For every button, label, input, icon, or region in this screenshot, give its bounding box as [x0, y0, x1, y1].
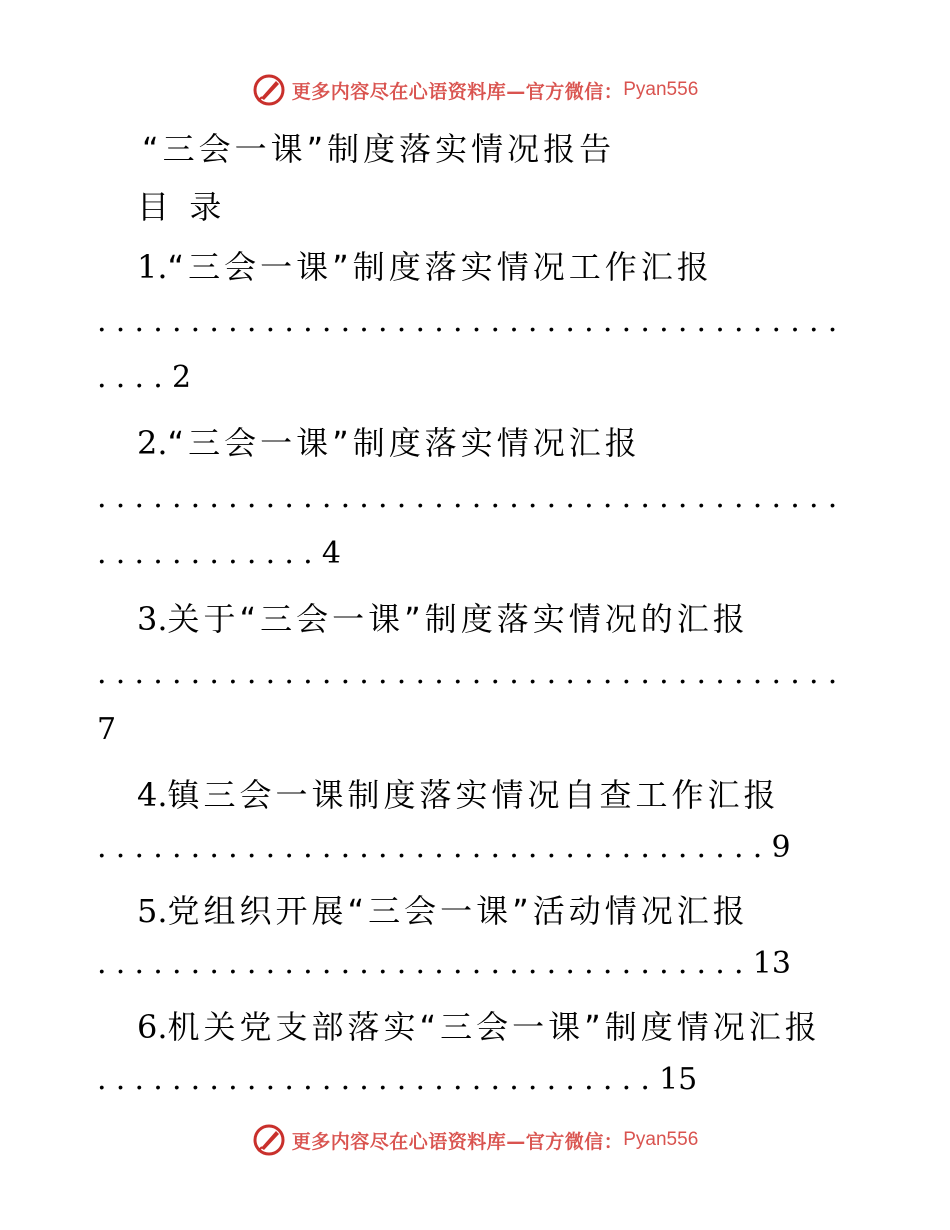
toc-entry-text: “三会一课”制度落实情况工作汇报: [167, 248, 713, 286]
toc-entry-number: 6.: [137, 1008, 168, 1046]
dot-leader: ....................................: [97, 830, 772, 865]
toc-entry-1-page[interactable]: 2: [171, 360, 192, 395]
dot-leader: ............: [97, 536, 322, 571]
document-title: “三会一课”制度落实情况报告: [142, 130, 616, 168]
footer-watermark-banner: [0, 1120, 950, 1160]
dot-leader: ........................................: [97, 480, 847, 515]
toc-entry-6-page[interactable]: 15: [659, 1062, 698, 1097]
toc-entry-number: 2.: [137, 424, 168, 462]
toc-entry-1-page-line: [97, 360, 191, 395]
toc-entry-number: 1.: [137, 248, 168, 286]
toc-entry-5-page-line: [97, 946, 791, 981]
toc-entry-number: 5.: [137, 892, 168, 930]
dot-leader: ........................................: [97, 656, 847, 691]
dot-leader: ...................................: [97, 946, 753, 981]
toc-entry-number: 4.: [137, 776, 168, 814]
toc-heading: 目 录: [137, 188, 222, 226]
toc-entry-2-page[interactable]: 4: [321, 536, 341, 571]
quill-logo-icon: [252, 73, 286, 107]
quill-logo-icon: [252, 1123, 286, 1157]
toc-entry-3-page[interactable]: 7: [97, 712, 117, 747]
toc-entry-5-title[interactable]: [137, 886, 749, 932]
toc-entry-text: “三会一课”制度落实情况汇报: [167, 424, 641, 462]
banner-text: 更多内容尽在心语资料库—官方微信：: [291, 80, 624, 103]
dot-leader: ..............................: [97, 1062, 660, 1097]
dot-leader: ....: [97, 360, 172, 395]
toc-entry-text: 关于“三会一课”制度落实情况的汇报: [167, 600, 749, 638]
toc-entry-6-title[interactable]: [137, 1002, 821, 1048]
toc-entry-4-page[interactable]: 9: [771, 830, 791, 865]
banner-handle: Pyan556: [623, 79, 699, 100]
toc-entry-text: 镇三会一课制度落实情况自查工作汇报: [167, 776, 780, 814]
toc-entry-2-title[interactable]: [137, 418, 641, 464]
header-watermark-banner: [0, 70, 950, 110]
toc-entry-4-page-line: [97, 830, 791, 865]
banner-text: 更多内容尽在心语资料库—官方微信：: [291, 1130, 624, 1153]
toc-entry-text: 机关党支部落实“三会一课”制度情况汇报: [167, 1008, 821, 1046]
toc-entry-3-title[interactable]: [137, 594, 749, 640]
toc-entry-5-page[interactable]: 13: [752, 946, 791, 981]
toc-entry-number: 3.: [137, 600, 168, 638]
toc-entry-4-title[interactable]: [137, 770, 780, 816]
toc-entry-text: 党组织开展“三会一课”活动情况汇报: [167, 892, 749, 930]
toc-entry-2-page-line: [97, 536, 341, 571]
toc-entry-3-page-line: [97, 712, 116, 747]
toc-entry-6-page-line: [97, 1062, 697, 1097]
banner-handle: Pyan556: [623, 1129, 699, 1150]
dot-leader: ........................................: [97, 304, 847, 339]
toc-entry-1-title[interactable]: [137, 242, 713, 288]
